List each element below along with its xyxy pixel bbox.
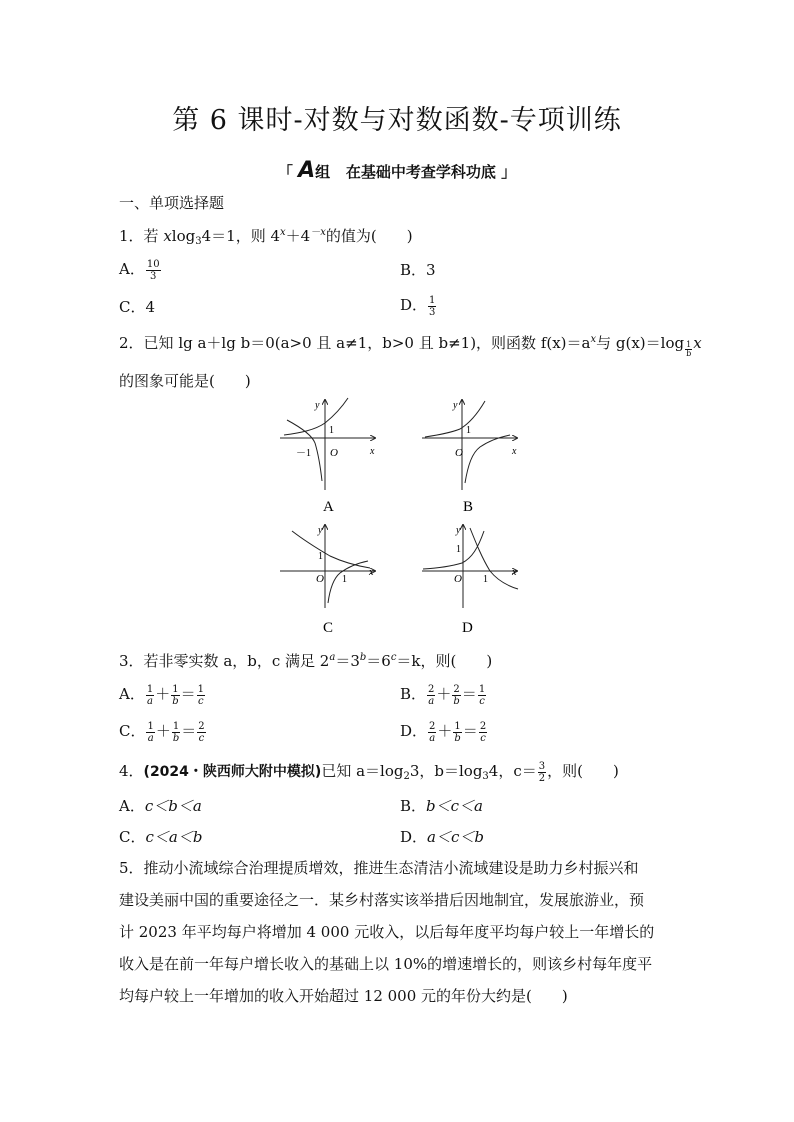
q4-option-d (400, 826, 484, 847)
q1-number: 1． (119, 227, 144, 245)
q3-d-f3-den: c (480, 732, 486, 744)
q1-d-num: 1 (429, 294, 436, 306)
graph-a-label: A (323, 499, 334, 515)
q3-d-eq: ＝ (462, 722, 478, 740)
q4-stem3: 4，c＝ (488, 762, 537, 780)
graph-a-x-label: x (370, 446, 375, 457)
q4-b-label: B． (400, 797, 427, 815)
q3-b-f3-den: c (479, 695, 485, 707)
q3-b-f3-num: 1 (478, 683, 486, 695)
graph-b-origin: O (455, 447, 463, 459)
q3-d-f1-den: a (429, 732, 436, 744)
graph-b-one: 1 (466, 425, 471, 436)
group-subtitle: 在基础中考查学科功底 (345, 163, 496, 181)
q4-base2: 3 (482, 771, 489, 782)
graph-d-one-y: 1 (456, 544, 461, 555)
q2-mid: 与 g(x)＝log (596, 334, 685, 352)
graph-c-label: C (323, 620, 334, 636)
q2-log-base (685, 341, 692, 358)
q3-c-f3-den: c (198, 732, 205, 744)
graph-c-one-y: 1 (318, 551, 323, 562)
q4-a-label: A． (119, 797, 145, 815)
q2-number: 2． (119, 334, 144, 352)
q2-base-num: 1 (686, 340, 692, 349)
group-header (0, 158, 794, 183)
graph-d (422, 525, 518, 636)
q1-d-den: 3 (429, 306, 436, 318)
q4-option-b (400, 795, 483, 816)
graph-d-origin: O (454, 573, 462, 585)
graph-d-y-label: y (456, 525, 461, 536)
graph-d-x-label: x (512, 567, 517, 578)
q3-option-b (400, 683, 487, 707)
graph-c-one-x: 1 (342, 574, 347, 585)
q3-s1: ＝3 (335, 652, 360, 670)
q4-b-value: b＜c＜a (426, 797, 483, 815)
question-5-line-1 (119, 857, 639, 878)
q1-a-den: 3 (150, 270, 157, 282)
q1-option-c (119, 296, 155, 317)
group-right-bracket: 」 (501, 163, 517, 181)
q3-d-f2-num: 1 (454, 720, 461, 732)
q3-e3: c (390, 652, 397, 663)
q2-arg: x (693, 334, 702, 352)
q3-c-f2-den: b (172, 732, 180, 744)
q3-number: 3． (119, 652, 144, 670)
q4-stem1: 已知 a＝log (321, 762, 404, 780)
q3-a-f3-den: c (198, 695, 204, 707)
q1-b-value: 3 (426, 261, 436, 279)
q3-option-d (400, 720, 488, 744)
q2-line1: 已知 lg a＋lg b＝0(a>0 且 a≠1，b>0 且 b≠1)，则函数 f(x)＝a (143, 334, 591, 352)
q4-source: (2024・陕西师大附中模拟) (143, 764, 322, 780)
q3-d-f3-num: 2 (479, 720, 487, 732)
q3-b-plus: ＋ (436, 685, 452, 703)
q4-number: 4． (119, 762, 144, 780)
q3-c-f3-num: 2 (198, 720, 205, 732)
q1-log: log (171, 227, 196, 245)
q4-c-label: C． (119, 828, 146, 846)
q1-a-num: 10 (146, 258, 160, 270)
q4-a-value: c＜b＜a (144, 797, 202, 815)
graph-a-y-label: y (315, 400, 320, 411)
q1-stem-pre: 若 (143, 227, 164, 245)
q3-b-f1-den: a (428, 695, 435, 707)
q2-exp: x (590, 334, 597, 345)
q1-d-label: D． (400, 296, 428, 314)
q1-var-x: x (163, 227, 172, 245)
q3-c-label: C． (119, 722, 146, 740)
q4-stem2: 3，b＝log (409, 762, 483, 780)
q3-c-plus: ＋ (155, 722, 171, 740)
q3-a-f2-num: 1 (172, 683, 179, 695)
q3-c-f1-num: 1 (147, 720, 154, 732)
q3-a-label: A． (119, 685, 145, 703)
q3-s3: ＝k，则( ) (396, 652, 493, 670)
q2-line2: 的图象可能是( ) (119, 372, 251, 390)
q3-a-eq: ＝ (180, 685, 196, 703)
q1-stem-end: 的值为( ) (325, 227, 413, 245)
q3-a-plus: ＋ (155, 685, 171, 703)
q1-c-label: C． (119, 298, 146, 316)
q1-a-label: A． (119, 260, 145, 278)
q2-graphs (270, 395, 530, 645)
q3-b-f2-num: 2 (453, 683, 460, 695)
graph-d-one-x: 1 (483, 574, 488, 585)
graph-b-y-label: y (453, 400, 458, 411)
q1-exp1: x (280, 227, 286, 238)
q3-c-f1-den: a (147, 732, 154, 744)
group-left-bracket: 「 (277, 163, 293, 181)
q1-option-b (400, 259, 436, 280)
q3-a-f3-num: 1 (197, 683, 204, 695)
q1-option-a (119, 258, 162, 282)
q4-option-a (119, 795, 202, 816)
q3-a-f1-num: 1 (146, 683, 154, 695)
q1-b-label: B． (400, 261, 427, 279)
question-1 (119, 225, 413, 246)
graph-a-origin: O (330, 447, 338, 459)
graph-c-x-label: x (369, 567, 374, 578)
q5-number: 5． (119, 859, 144, 877)
group-letter: A (298, 158, 316, 183)
q3-b-f2-den: b (453, 695, 460, 707)
q3-c-eq: ＝ (181, 722, 197, 740)
q5-text-line: 均每户较上一年增加的收入开始超过 12 000 元的年份大约是( ) (119, 987, 568, 1005)
graph-b-label: B (463, 499, 474, 515)
graph-a-neg-one: －1 (296, 448, 311, 459)
q3-a-f2-den: b (172, 695, 179, 707)
q5-text-line: 收入是在前一年每户增长收入的基础上以 10%的增速增长的，则该乡村每年度平 (119, 955, 653, 973)
q1-d-fraction (428, 295, 436, 318)
q5-text-line: 建设美丽中国的重要途径之一．某乡村落实该举措后因地制宜，发展旅游业，预 (119, 891, 645, 909)
q5-text-line: 推动小流域综合治理提质增效，推进生态清洁小流域建设是助力乡村振兴和 (143, 859, 639, 877)
q1-plus: ＋4 (285, 227, 311, 245)
graph-a-one: 1 (329, 425, 334, 436)
q1-exp2: －x (310, 227, 326, 238)
q1-option-d (400, 294, 437, 318)
q1-stem-mid: 4＝1，则 4 (201, 227, 281, 245)
q4-d-value: a＜c＜b (427, 828, 484, 846)
group-label: 组 (315, 163, 331, 181)
q1-a-fraction (146, 259, 161, 282)
graph-c-origin: O (316, 573, 324, 585)
q3-d-f1-num: 2 (429, 720, 436, 732)
q4-c-value: c＜a＜b (145, 828, 203, 846)
q3-c-f2-num: 1 (172, 720, 180, 732)
graph-a (280, 398, 375, 515)
q4-d-label: D． (400, 828, 428, 846)
graph-b-x-label: x (512, 446, 517, 457)
graph-d-label: D (462, 620, 473, 636)
question-4 (119, 760, 619, 784)
graph-c (280, 525, 375, 636)
q3-option-c (119, 720, 207, 744)
q4-stem4: ，则( ) (547, 762, 619, 780)
question-2 (119, 332, 702, 358)
q3-a-f1-den: a (147, 695, 154, 707)
q3-e2: b (359, 652, 367, 663)
q1-log-base: 3 (195, 236, 202, 247)
page-title: 第 6 课时-对数与对数函数-专项训练 (172, 105, 622, 136)
section-heading: 一、单项选择题 (119, 194, 225, 212)
q2-base-den: b (686, 349, 692, 358)
q3-d-plus: ＋ (437, 722, 453, 740)
question-3 (119, 650, 492, 671)
q3-d-f2-den: b (454, 732, 461, 744)
q3-s2: ＝6 (366, 652, 391, 670)
q4-c-den: 2 (538, 772, 546, 784)
q3-e1: a (329, 652, 336, 663)
q3-option-a (119, 683, 206, 707)
q4-option-c (119, 826, 202, 847)
q5-text-line: 计 2023 年平均每户将增加 4 000 元收入，以后每年度平均每户较上一年增长的 (119, 923, 655, 941)
q4-base1: 2 (403, 771, 410, 782)
q1-c-value: 4 (145, 298, 156, 316)
q3-d-label: D． (400, 722, 428, 740)
q3-b-eq: ＝ (461, 685, 477, 703)
graph-b (422, 400, 517, 515)
q4-c-num: 3 (538, 760, 546, 772)
q3-stem: 若非零实数 a，b，c 满足 2 (143, 652, 330, 670)
q3-b-f1-num: 2 (428, 683, 435, 695)
graph-c-y-label: y (318, 525, 323, 536)
q3-b-label: B． (400, 685, 427, 703)
